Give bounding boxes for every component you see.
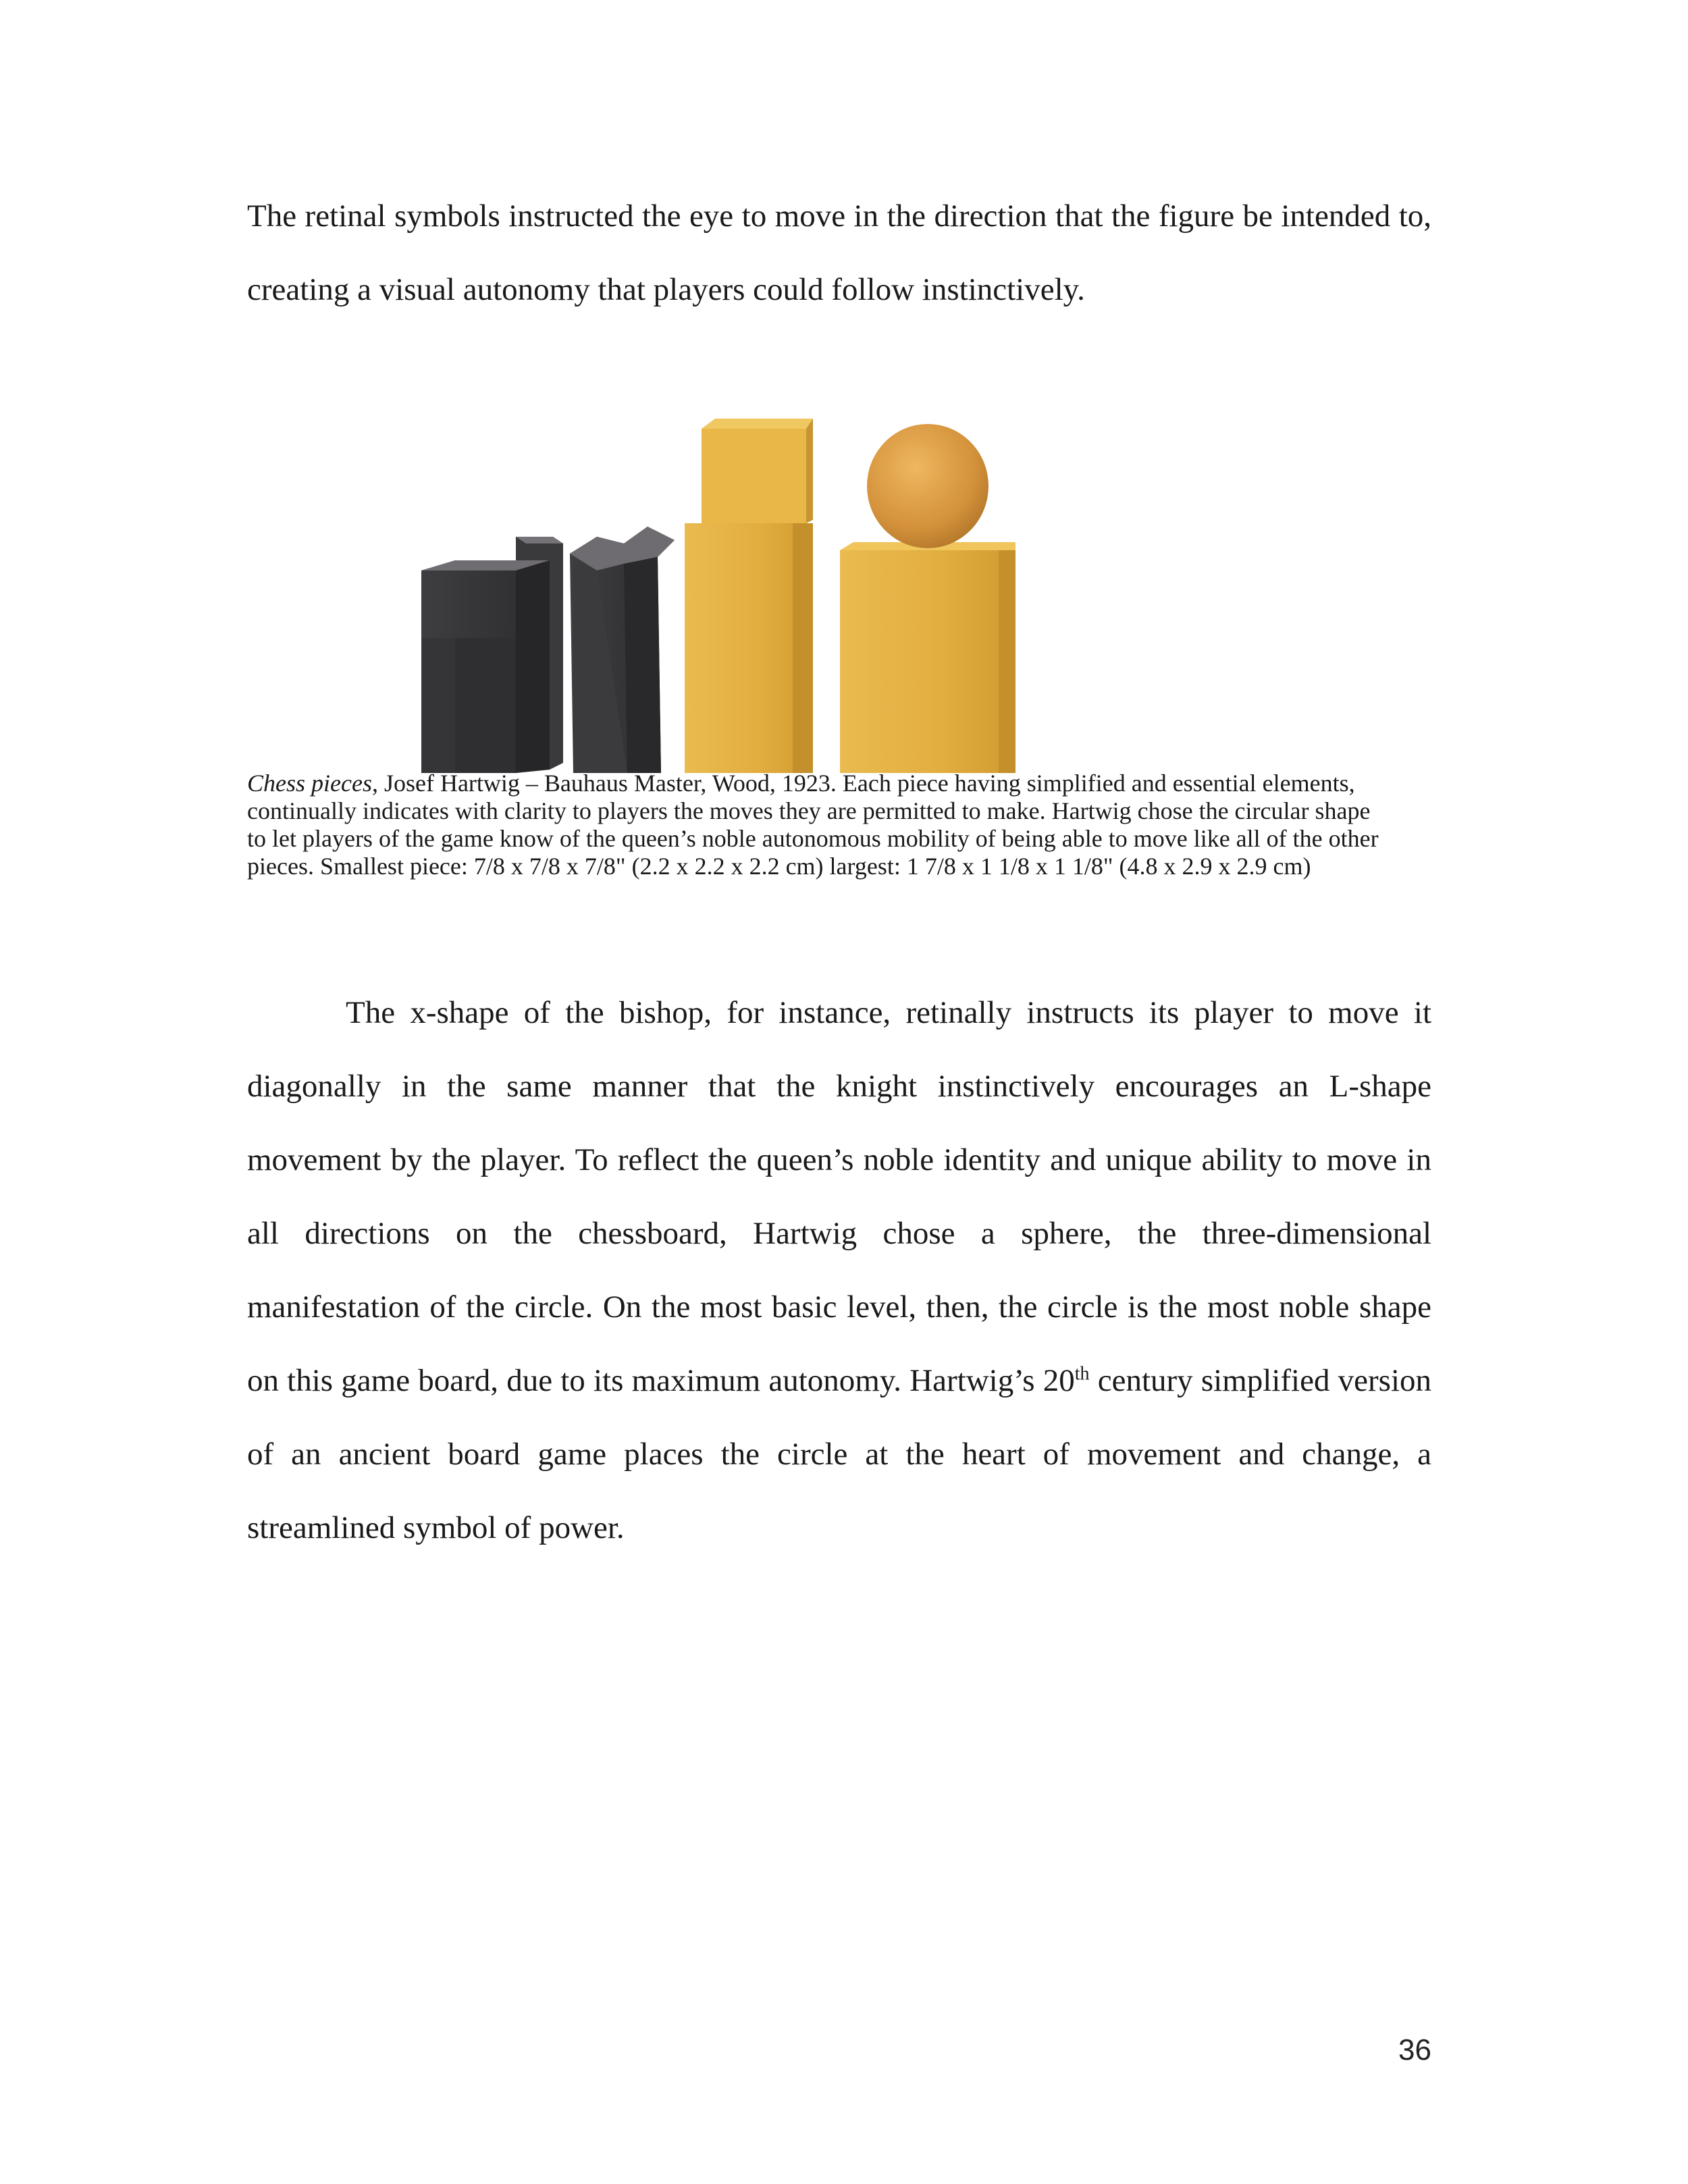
paragraph-intro-text: The retinal symbols instructed the eye to move in the direction that the figure be intended to, creating a visual autonomy that players could follow instinctively. (247, 198, 1431, 307)
paragraph-body-text-2: century simplified version of an ancient board game places the circle at the heart of movement and change, a streamlined symbol of power. (247, 1363, 1432, 1545)
paragraph-intro (247, 180, 1431, 327)
knight-piece (421, 537, 563, 773)
figure-caption (247, 770, 1395, 880)
bishop-piece (570, 527, 675, 773)
chess-pieces-image (394, 341, 1286, 773)
page-number: 36 (1398, 2033, 1431, 2067)
paragraph-body-text-1: The x-shape of the bishop, for instance, retinally instructs its player to move it diagonally in the same manner that the knight instinctively encourages an L-shape movement by the player. To reflect the queen’s noble identity and unique ability to move in all directions on the chessboard, Hartwig chose a sphere, the three-dimensional manifestation of the circle. On the most basic level, then, the circle is the most noble shape on this game board, due to its maximum autonomy. Hartwig’s 20 (247, 995, 1431, 1398)
caption-title: Chess pieces (247, 770, 372, 797)
caption-text: , Josef Hartwig – Bauhaus Master, Wood, 1923. Each piece having simplified and essential elements, continually indicates with clarity to players the moves they are permitted to make. Hartwig chose the circular shape to let players of the game know of the queen’s noble autonomous mobility of being able to move like all of the other pieces. Smallest piece: 7/8 x 7/8 x 7/8" (2.2 x 2.2 x 2.2 cm) largest: 1 7/8 x 1 1/8 x 1 1/8" (4.8 x 2.9 x 2.9 cm) (247, 770, 1379, 880)
queen-piece (840, 424, 1016, 773)
paragraph-body (247, 976, 1431, 1565)
rook-piece (685, 419, 813, 773)
superscript-th: th (1074, 1363, 1090, 1385)
chess-pieces-figure (394, 341, 1286, 773)
